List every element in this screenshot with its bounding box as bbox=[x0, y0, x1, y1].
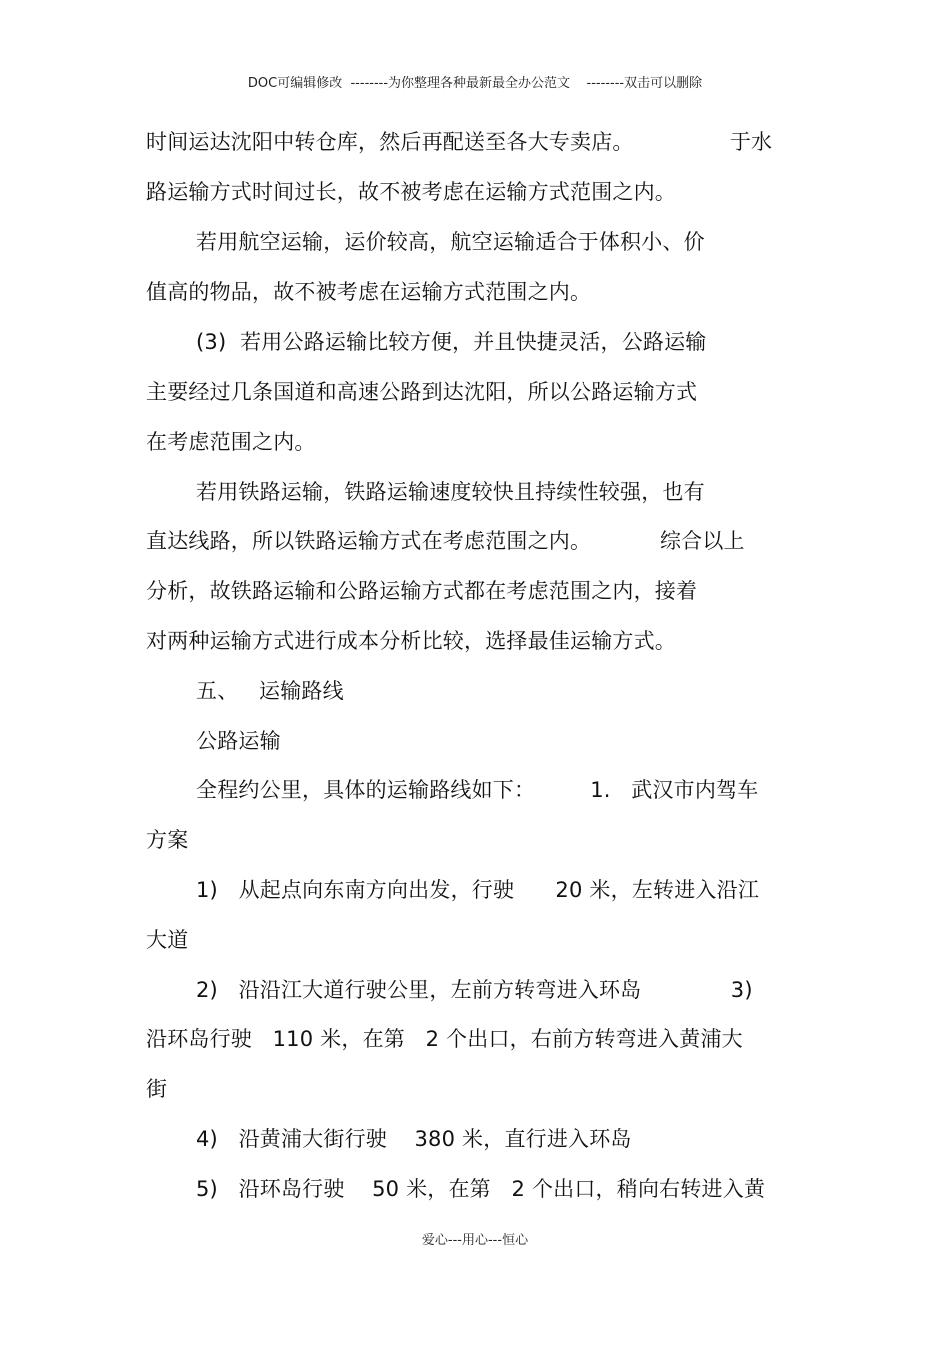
text-line: 2) 沿沿江大道行驶公里，左前方转弯进入环岛 3) bbox=[196, 978, 753, 1002]
text-line: 若用铁路运输，铁路运输速度较快且持续性较强，也有 bbox=[196, 480, 705, 504]
page-header: DOC可编辑修改 --------为你整理各种最新最全办公范文 --------双击可以删除 bbox=[247, 76, 703, 91]
text-line: 沿环岛行驶 110 米，在第 2 个出口，右前方转弯进入黄浦大 bbox=[146, 1027, 743, 1051]
page-footer: 爱心---用心---恒心 bbox=[421, 1233, 529, 1248]
text-line: 全程约公里，具体的运输路线如下： 1. 武汉市内驾车 bbox=[196, 778, 759, 802]
text-line: 分析，故铁路运输和公路运输方式都在考虑范围之内，接着 bbox=[146, 579, 698, 603]
text-line: 值高的物品，故不被考虑在运输方式范围之内。 bbox=[146, 280, 592, 304]
text-line: 路运输方式时间过长，故不被考虑在运输方式范围之内。 bbox=[146, 180, 676, 204]
subsection-heading: 公路运输 bbox=[196, 729, 281, 753]
text-line: 若用航空运输，运价较高，航空运输适合于体积小、价 bbox=[196, 230, 705, 254]
text-line: 4) 沿黄浦大街行驶 380 米，直行进入环岛 bbox=[196, 1127, 632, 1151]
text-line: 街 bbox=[146, 1077, 168, 1101]
text-line: 直达线路，所以铁路运输方式在考虑范围之内。 综合以上 bbox=[146, 529, 745, 553]
text-line: 时间运达沈阳中转仓库，然后再配送至各大专卖店。 于水 bbox=[146, 130, 773, 154]
text-line: 大道 bbox=[146, 928, 189, 952]
text-line: (3) 若用公路运输比较方便，并且快捷灵活，公路运输 bbox=[196, 330, 707, 354]
text-line: 在考虑范围之内。 bbox=[146, 430, 316, 454]
text-line: 主要经过几条国道和高速公路到达沈阳，所以公路运输方式 bbox=[146, 380, 698, 404]
text-line: 1) 从起点向东南方向出发，行驶 20 米，左转进入沿江 bbox=[196, 878, 760, 902]
section-heading: 五、 运输路线 bbox=[196, 679, 344, 703]
text-line: 对两种运输方式进行成本分析比较，选择最佳运输方式。 bbox=[146, 629, 676, 653]
text-line: 5) 沿环岛行驶 50 米，在第 2 个出口，稍向右转进入黄 bbox=[196, 1177, 766, 1201]
text-line: 方案 bbox=[146, 828, 189, 852]
